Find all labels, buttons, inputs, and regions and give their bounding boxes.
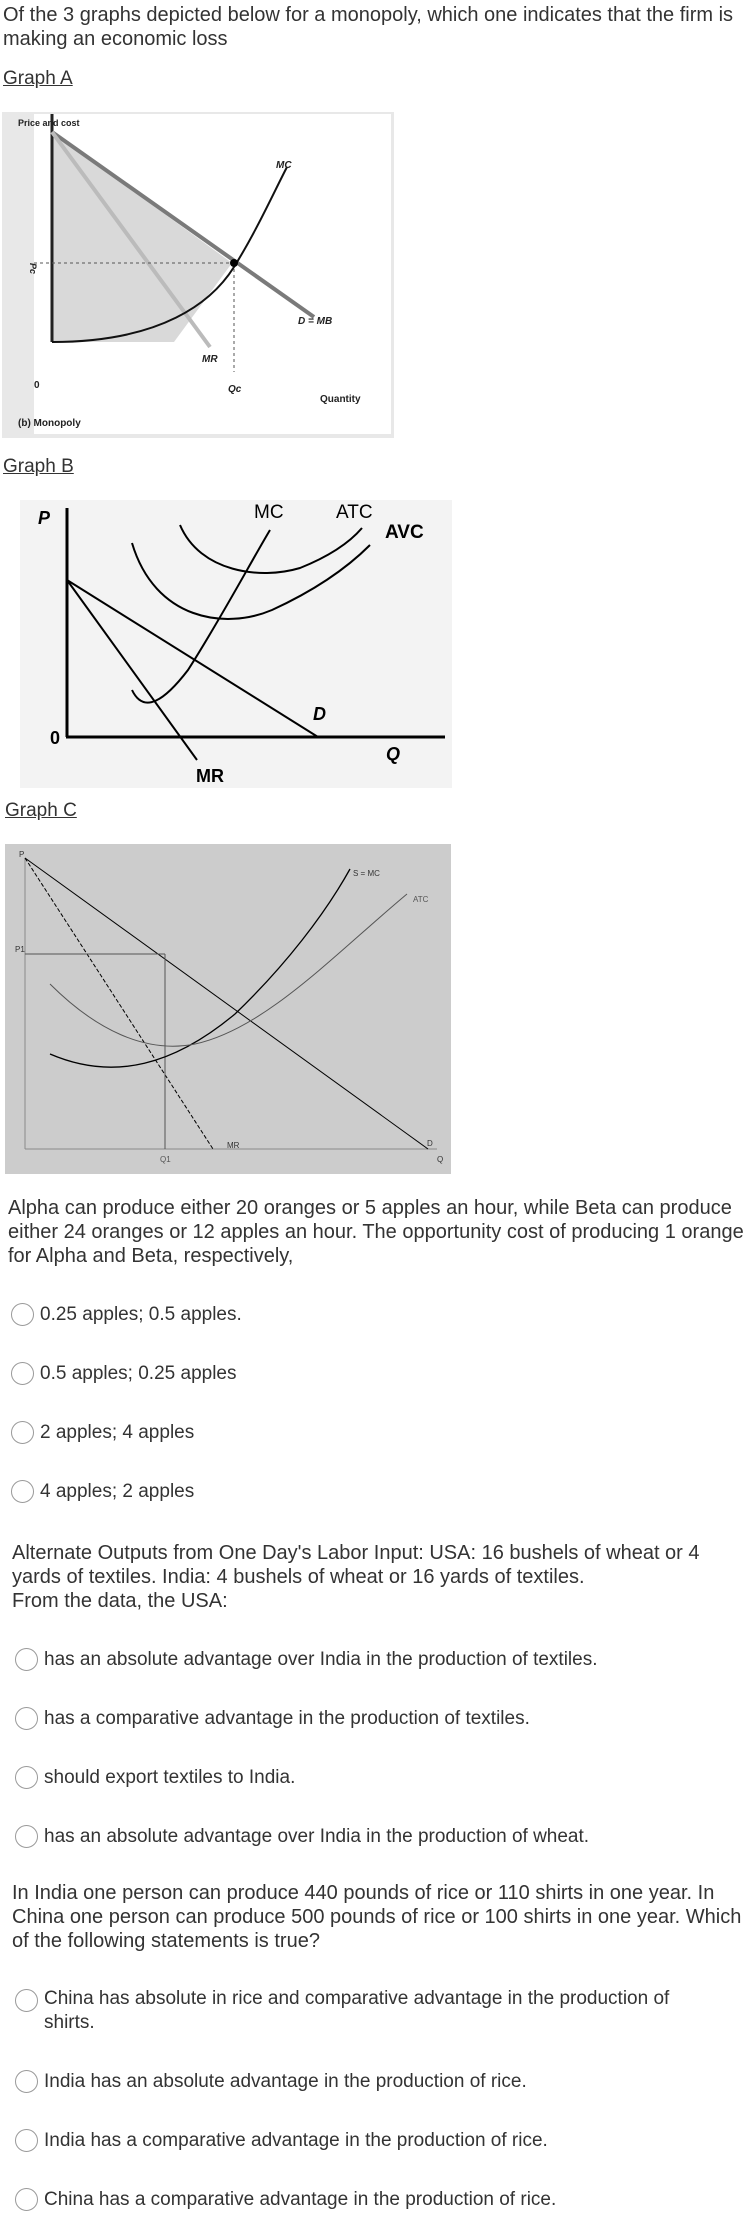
- radio-button[interactable]: [11, 1421, 34, 1444]
- option-label: should export textiles to India.: [44, 1766, 296, 1788]
- graph-a-mr-label: MR: [202, 354, 218, 365]
- radio-button[interactable]: [15, 1825, 38, 1848]
- radio-button[interactable]: [15, 1648, 38, 1671]
- radio-button[interactable]: [15, 1707, 38, 1730]
- graph-b-d-label: D: [313, 704, 326, 724]
- radio-button[interactable]: [15, 1766, 38, 1789]
- question-2-option-4[interactable]: [11, 1480, 194, 1503]
- graph-b-avc-label: AVC: [385, 522, 424, 543]
- option-label: India has a comparative advantage in the production of rice.: [44, 2129, 548, 2151]
- radio-button[interactable]: [15, 1989, 38, 2012]
- radio-button[interactable]: [11, 1303, 34, 1326]
- graph-b-origin-label: 0: [50, 728, 61, 748]
- option-label: India has an absolute advantage in the production of rice.: [44, 2070, 527, 2092]
- question-4-option-1[interactable]: [15, 1987, 695, 2035]
- graph-a-y-axis-label: Price and cost: [18, 118, 80, 128]
- graph-a-caption: (b) Monopoly: [18, 418, 81, 429]
- radio-button[interactable]: [15, 2188, 38, 2211]
- option-label: has an absolute advantage over India in the production of wheat.: [44, 1825, 590, 1847]
- graph-a-origin-label: 0: [34, 380, 40, 391]
- option-label: 2 apples; 4 apples: [40, 1421, 195, 1443]
- question-4-option-4[interactable]: [15, 2188, 556, 2211]
- radio-button[interactable]: [15, 2070, 38, 2093]
- graph-c-q-label: Q: [437, 1155, 444, 1164]
- question-2-prompt: Alpha can produce either 20 oranges or 5 apples an hour, while Beta can produce either 24 oranges or 12 apples an hour. The opportunity cost of producing 1 orange for Alpha and Beta, respectively,: [8, 1197, 744, 1267]
- question-4-option-3[interactable]: [15, 2129, 548, 2152]
- question-2-option-3[interactable]: [11, 1421, 194, 1444]
- graph-c-smc-label: S = MC: [353, 869, 380, 878]
- option-label: 4 apples; 2 apples: [40, 1480, 195, 1502]
- radio-button[interactable]: [15, 2129, 38, 2152]
- option-label: 0.25 apples; 0.5 apples.: [40, 1303, 242, 1325]
- radio-button[interactable]: [11, 1362, 34, 1385]
- graph-b-mr-label: MR: [196, 766, 224, 786]
- question-3-prompt-line-2: From the data, the USA:: [12, 1590, 228, 1612]
- graph-c-q1-label: Q1: [160, 1155, 171, 1164]
- option-label: has an absolute advantage over India in the production of textiles.: [44, 1648, 598, 1670]
- graph-a-qc-label: Qc: [228, 384, 242, 395]
- option-label: 0.5 apples; 0.25 apples: [40, 1362, 237, 1384]
- radio-button[interactable]: [11, 1480, 34, 1503]
- graph-a-title: Graph A: [3, 68, 73, 89]
- graph-a-pc-label: Pc: [28, 263, 38, 275]
- option-label: China has a comparative advantage in the production of rice.: [44, 2188, 557, 2210]
- graph-c-image: [5, 844, 451, 1174]
- graph-a-demand-label: D = MB: [298, 316, 333, 327]
- graph-b-mc-label: MC: [254, 502, 284, 523]
- option-label: has a comparative advantage in the production of textiles.: [44, 1707, 530, 1729]
- graph-a-x-axis-label: Quantity: [320, 394, 361, 405]
- question-2-option-1[interactable]: [11, 1303, 242, 1326]
- graph-c-d-label: D: [427, 1139, 433, 1148]
- graph-c-mr-label: MR: [227, 1141, 240, 1150]
- graph-b-p-label: P: [38, 508, 51, 528]
- graph-b-atc-label: ATC: [336, 502, 373, 523]
- graph-a-image: [2, 112, 394, 438]
- question-2-option-2[interactable]: [11, 1362, 237, 1385]
- question-4-prompt: In India one person can produce 440 pounds of rice or 110 shirts in one year. In China one person can produce 500 pounds of rice or 100 shirts in one year. Which of the following statements is true?: [12, 1882, 742, 1952]
- graph-a-mc-label: MC: [276, 160, 292, 171]
- question-3-prompt: [12, 1541, 748, 1613]
- graph-b-title: Graph B: [3, 456, 74, 477]
- question-3-option-4[interactable]: [15, 1825, 589, 1848]
- graph-b-q-label: Q: [386, 744, 401, 764]
- question-4-option-2[interactable]: [15, 2070, 527, 2093]
- question-1-prompt: Of the 3 graphs depicted below for a monopoly, which one indicates that the firm is making an economic loss: [3, 4, 734, 50]
- question-3-option-2[interactable]: [15, 1707, 530, 1730]
- graph-c-atc-label: ATC: [413, 895, 429, 904]
- graph-c-title: Graph C: [5, 800, 77, 821]
- graph-b-image: [20, 500, 452, 788]
- question-3-option-3[interactable]: [15, 1766, 295, 1789]
- graph-c-p1-label: P1: [15, 945, 25, 954]
- question-3-prompt-line-1: Alternate Outputs from One Day's Labor Input: USA: 16 bushels of wheat or 4 yards of textiles. India: 4 bushels of wheat or 16 yards of textiles.: [12, 1542, 700, 1588]
- question-3-option-1[interactable]: [15, 1648, 598, 1671]
- graph-c-p-label: P: [19, 850, 25, 859]
- option-label: China has absolute in rice and comparative advantage in the production of shirts.: [44, 1988, 670, 2033]
